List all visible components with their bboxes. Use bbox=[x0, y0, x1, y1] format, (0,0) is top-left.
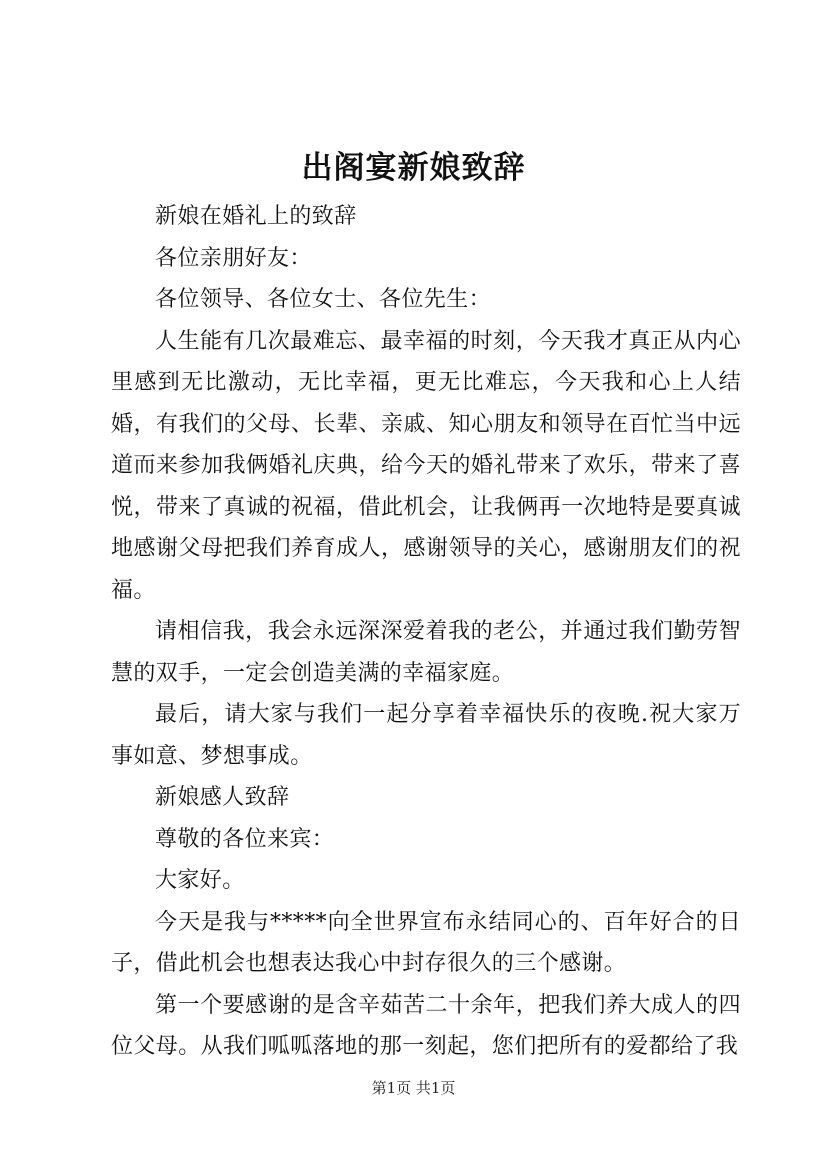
document-body bbox=[111, 196, 741, 1068]
document-title: 出阁宴新娘致辞 bbox=[301, 150, 526, 186]
paragraph-6: 最后，请大家与我们一起分享着幸福快乐的夜晚.祝大家万事如意、梦想事成。 bbox=[111, 702, 741, 769]
paragraph-11: 第一个要感谢的是含辛茹苦二十余年，把我们养大成人的四位父母。从我们呱呱落地的那一刻起，您们把所有的爱都给了我 bbox=[111, 992, 741, 1059]
paragraph-5: 请相信我，我会永远深深爱着我的老公，并通过我们勤劳智慧的双手，一定会创造美满的幸福家庭。 bbox=[111, 619, 741, 686]
paragraph-3: 各位领导、各位女士、各位先生： bbox=[155, 287, 492, 312]
paragraph-4: 人生能有几次最难忘、最幸福的时刻，今天我才真正从内心里感到无比激动，无比幸福，更无比难忘，今天我和心上人结婚，有我们的父母、长辈、亲戚、知心朋友和领导在百忙当中远道而来参加我俩婚礼庆典，给今天的婚礼带来了欢乐，带来了喜悦，带来了真诚的祝福，借此机会，让我俩再一次地特是要真诚地感谢父母把我们养育成人，感谢领导的关心，感谢朋友们的祝福。 bbox=[111, 328, 741, 603]
paragraph-10: 今天是我与*****向全世界宣布永结同心的、百年好合的日子，借此机会也想表达我心中封存很久的三个感谢。 bbox=[111, 909, 741, 976]
paragraph-9: 大家好。 bbox=[155, 868, 245, 893]
paragraph-7: 新娘感人致辞 bbox=[155, 785, 290, 810]
paragraph-2: 各位亲朋好友： bbox=[155, 245, 312, 271]
page-footer: 第1页 共1页 bbox=[371, 1079, 456, 1097]
paragraph-1: 新娘在婚礼上的致辞 bbox=[155, 204, 357, 229]
paragraph-8: 尊敬的各位来宾： bbox=[155, 826, 335, 852]
